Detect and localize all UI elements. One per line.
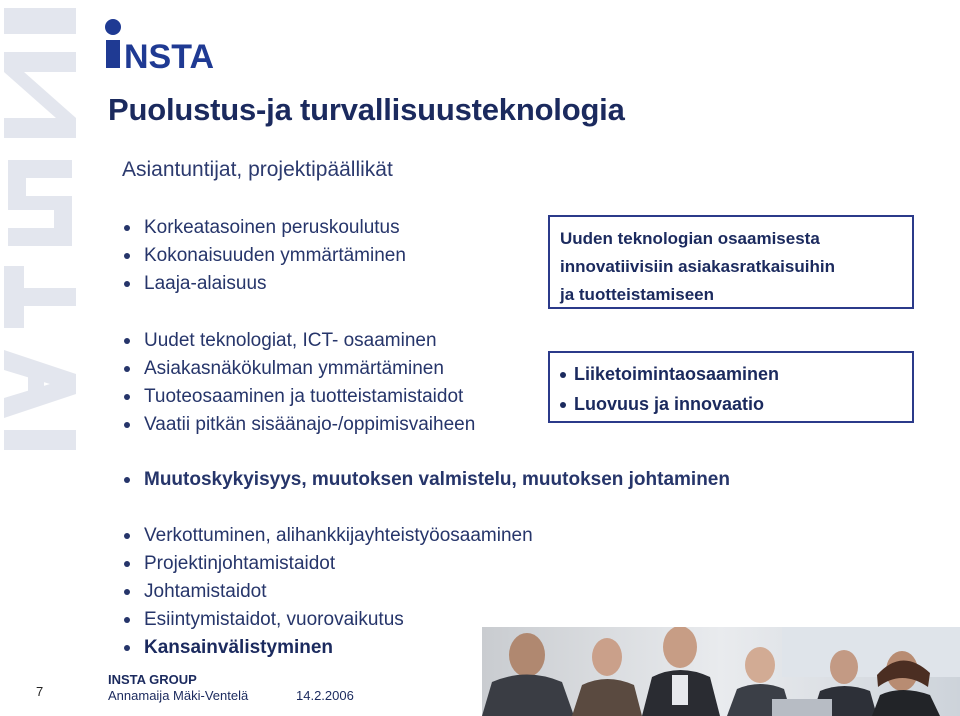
list-item-label: Liiketoimintaosaaminen [574,364,780,384]
bullet-icon [124,394,130,400]
skills-list-basic [122,214,406,298]
bullet-icon [124,225,130,231]
bullet-icon [124,338,130,344]
svg-text:NSTA: NSTA [124,38,215,70]
bullet-icon [124,281,130,287]
team-photo-graphic [482,627,960,716]
list-item [122,355,475,383]
list-item [122,242,406,270]
insta-watermark [0,0,90,470]
list-item-label: Kansainvälistyminen [144,637,334,658]
box-line: ja tuotteistamiseen [560,285,714,304]
bullet-icon [124,617,130,623]
innovation-box [548,215,914,309]
list-item [560,389,902,419]
skills-list-technology [122,327,475,439]
box-line: innovatiivisiin asiakasratkaisuihin [560,257,835,276]
bullet-icon [124,533,130,539]
list-item-label: Muutoskykyisyys, muutoksen valmistelu, muutoksen johtaminen [144,469,730,490]
page-title: Puolustus-ja turvallisuusteknologia [108,92,625,127]
soft-skills-list [122,522,533,662]
list-item-label: Korkeatasoinen peruskoulutus [144,217,400,238]
list-item-label: Verkottuminen, alihankkijayhteistyöosaaminen [144,525,533,546]
list-item-label: Uudet teknologiat, ICT- osaaminen [144,330,437,351]
bullet-icon [124,477,130,483]
business-skills-box [548,351,914,423]
list-item [122,214,406,242]
bullet-icon [124,422,130,428]
list-item [122,270,406,298]
page-number: 7 [36,684,44,699]
footer-company: INSTA GROUP [108,672,197,687]
insta-logo [100,14,245,70]
list-item [122,634,533,662]
team-photo [482,627,960,716]
list-item [560,359,902,389]
list-item [122,578,533,606]
list-item [122,383,475,411]
footer-author: Annamaija Mäki-Ventelä [108,688,249,703]
page-subtitle: Asiantuntijat, projektipäällikät [122,158,393,181]
list-item-label: Luovuus ja innovaatio [574,394,765,414]
list-item-label: Vaatii pitkän sisäänajo-/oppimisvaiheen [144,414,476,435]
insta-logo-graphic [100,14,245,70]
bullet-icon [124,645,130,651]
change-management-list [122,466,730,494]
list-item-label: Asiakasnäkökulman ymmärtäminen [144,358,444,379]
list-item-label: Johtamistaidot [144,581,267,602]
list-item [122,411,475,439]
list-item [122,606,533,634]
footer-date: 14.2.2006 [296,688,354,703]
insta-watermark-graphic [0,0,90,470]
bullet-icon [560,372,566,378]
list-item [122,327,475,355]
bullet-icon [124,561,130,567]
bullet-icon [124,589,130,595]
list-item [122,466,730,494]
list-item-label: Laaja-alaisuus [144,273,267,294]
bullet-icon [124,253,130,259]
list-item [122,550,533,578]
box-line: Uuden teknologian osaamisesta [560,229,820,248]
list-item-label: Kokonaisuuden ymmärtäminen [144,245,406,266]
list-item [122,522,533,550]
list-item-label: Tuoteosaaminen ja tuotteistamistaidot [144,386,464,407]
bullet-icon [560,402,566,408]
bullet-icon [124,366,130,372]
list-item-label: Projektinjohtamistaidot [144,553,336,574]
list-item-label: Esiintymistaidot, vuorovaikutus [144,609,404,630]
business-skills-list [560,359,902,419]
